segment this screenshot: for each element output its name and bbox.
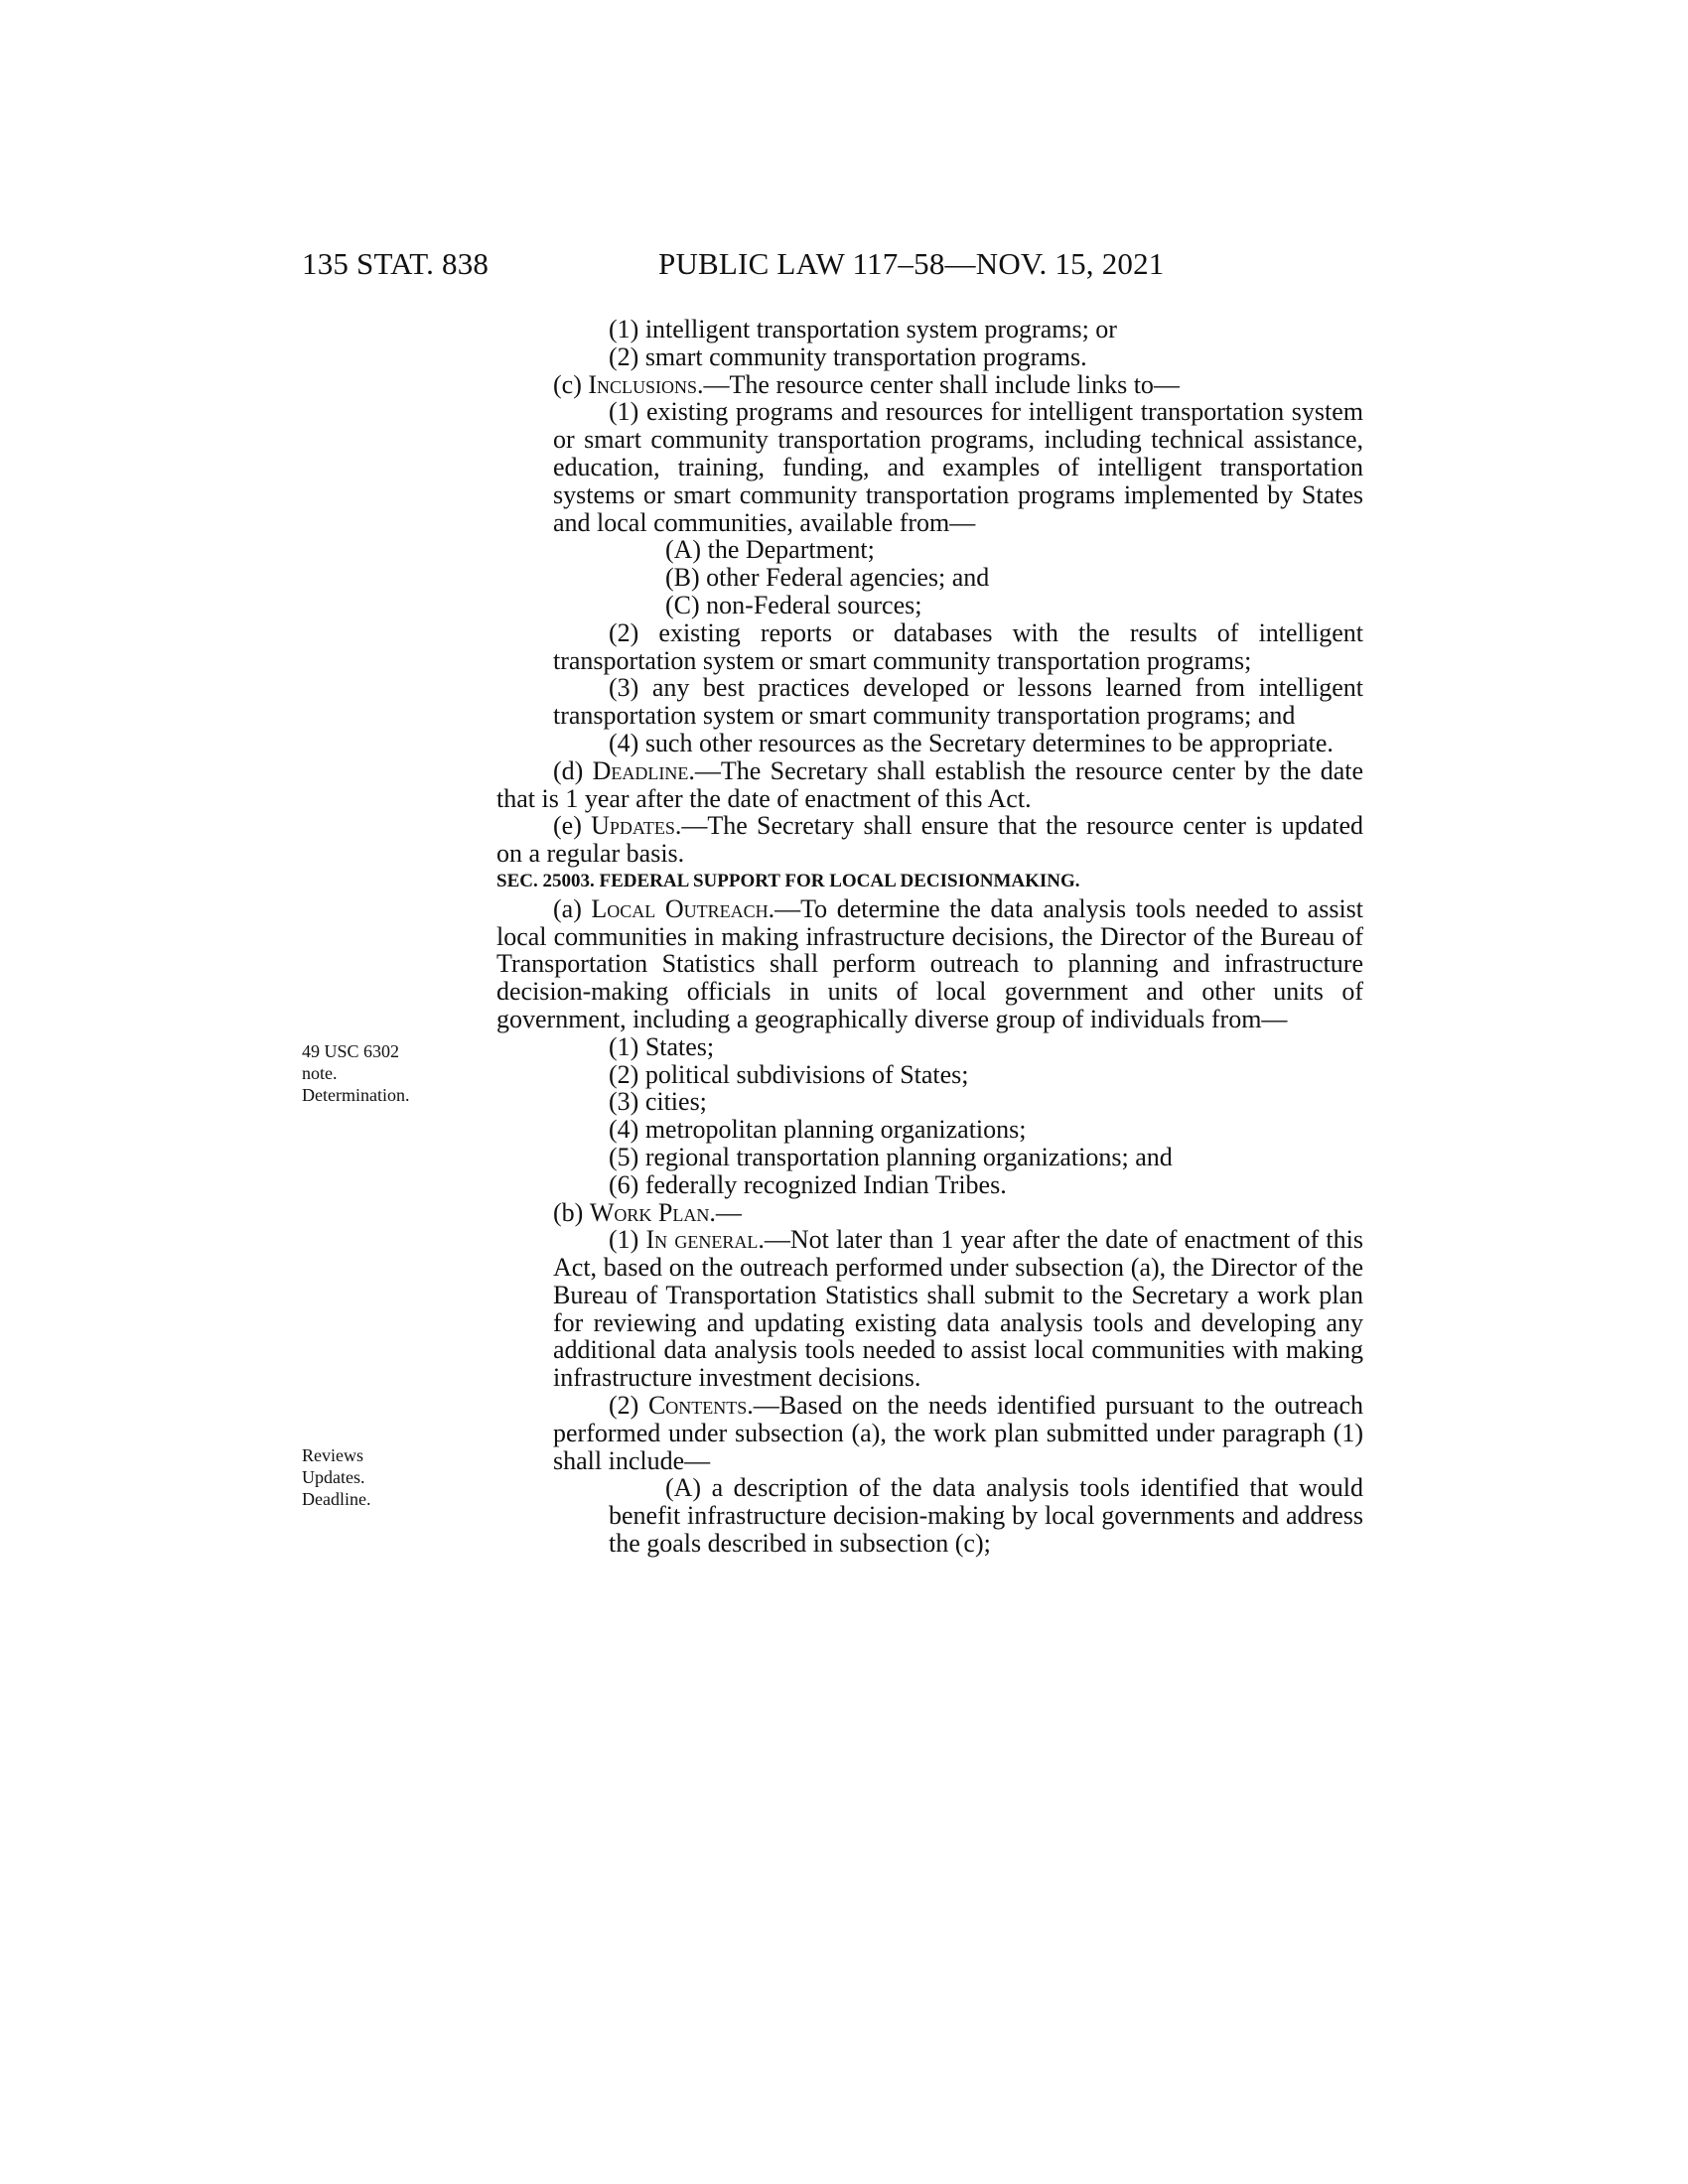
- margin-note-usc: [302, 1040, 409, 1106]
- subsection-text: .—The resource center shall include links to—: [697, 369, 1180, 399]
- paragraph: (1) intelligent transportation system programs; or: [609, 315, 1117, 343]
- page-stat-citation: 135 STAT. 838: [302, 246, 490, 281]
- paragraph-text: .—Not later than 1 year after the date of enactment of this Act, based on the outreach performed under subsection (a), the Director of the Bureau of Transportation Statistics shall submit to the Secretary a work plan for reviewing and updating existing data analysis tools and developing any additional data analysis tools needed to assist local communities with making infrastructure investment decisions.: [553, 1225, 1363, 1393]
- paragraph: (2) existing reports or databases with the results of intelligent transportation system or smart community transportation programs;: [553, 617, 1363, 675]
- section-heading: SEC. 25003. FEDERAL SUPPORT FOR LOCAL DECISIONMAKING.: [496, 870, 1080, 891]
- margin-note-line: Updates.: [302, 1467, 365, 1487]
- statute-text-column: [496, 316, 1363, 1558]
- subparagraph: (A) a description of the data analysis tools identified that would benefit infrastructure decision-making by local governments and address the goals described in subsection (c);: [609, 1473, 1363, 1559]
- paragraph: (4) metropolitan planning organizations;: [609, 1115, 1027, 1145]
- subsection-heading: Updates: [591, 811, 675, 841]
- subparagraph: (B) other Federal agencies; and: [665, 563, 990, 593]
- paragraph-1: (1) In general.—Not later than 1 year after the date of enactment of this Act, based on the outreach performed under subsection (a), the Director of the Bureau of Transportation Statistics shall submit to the Secretary a work plan for reviewing and updating existing data analysis tools and developing any additional data analysis tools needed to assist local communities with making infrastructure investment decisions.: [553, 1225, 1363, 1393]
- margin-note-line: Deadline.: [302, 1489, 371, 1509]
- subsection-heading: Deadline: [592, 755, 689, 785]
- paragraph-2: (2) Contents.—Based on the needs identified pursuant to the outreach performed under subsection (a), the work plan submitted under paragraph (1) shall include—: [553, 1391, 1363, 1475]
- subsection-c: (c) Inclusions.—The resource center shall include links to—: [553, 369, 1180, 399]
- paragraph: (2) smart community transportation programs.: [609, 341, 1087, 371]
- margin-note-line: note.: [302, 1063, 338, 1083]
- subsection-a: (a) Local Outreach.—To determine the data analysis tools needed to assist local communities in making infrastructure decisions, the Director of the Bureau of Transportation Statistics shall perform outreach to planning and infrastructure decision-making officials in units of local government and other units of government, including a geographically diverse group of individuals from—: [496, 893, 1364, 1033]
- subsection-heading: Work Plan: [589, 1197, 710, 1227]
- paragraph: (6) federally recognized Indian Tribes.: [609, 1169, 1007, 1199]
- paragraph: (2) political subdivisions of States;: [609, 1059, 969, 1089]
- subparagraph: (C) non-Federal sources;: [665, 590, 922, 619]
- subsection-heading: Inclusions: [588, 369, 698, 399]
- running-header: PUBLIC LAW 117–58—NOV. 15, 2021: [658, 246, 1165, 281]
- subsection-text: .—: [709, 1197, 742, 1227]
- paragraph-text: .—Based on the needs identified pursuant to the outreach performed under subsection (a), the work plan submitted under paragraph (1) shall include—: [553, 1391, 1363, 1475]
- subsection-d: (d) Deadline.—The Secretary shall establish the resource center by the date that is 1 year after the date of enactment of this Act.: [496, 755, 1363, 813]
- paragraph-heading: In general: [645, 1225, 759, 1255]
- paragraph: (1) existing programs and resources for intelligent transportation system or smart community transportation programs, including technical assistance, education, training, funding, and examples of intelligent transportation systems or smart community transportation programs implemented by States and local communities, available from—: [553, 397, 1363, 537]
- paragraph-heading: Contents: [647, 1391, 748, 1421]
- subsection-b: (b) Work Plan.—: [553, 1197, 742, 1227]
- subsection-text: .—The Secretary shall establish the resource center by the date that is 1 year after the date of enactment of this Act.: [496, 755, 1363, 813]
- subsection-text: .—To determine the data analysis tools needed to assist local communities in making infrastructure decisions, the Director of the Bureau of Transportation Statistics shall perform outreach to planning and infrastructure decision-making officials in units of local government and other units of government, including a geographically diverse group of individuals from—: [496, 893, 1364, 1033]
- margin-note-line: 49 USC 6302: [302, 1041, 400, 1061]
- subsection-heading: Local Outreach: [591, 893, 769, 923]
- margin-note-line: Determination.: [302, 1085, 410, 1105]
- subsection-e: (e) Updates.—The Secretary shall ensure that the resource center is updated on a regular basis.: [496, 811, 1363, 869]
- subparagraph: (A) the Department;: [665, 535, 875, 565]
- paragraph: (4) such other resources as the Secretary determines to be appropriate.: [609, 728, 1334, 757]
- paragraph: (3) cities;: [609, 1087, 707, 1117]
- paragraph: (1) States;: [609, 1031, 715, 1061]
- paragraph: (3) any best practices developed or lessons learned from intelligent transportation system or smart community transportation programs; and: [553, 673, 1363, 731]
- margin-note-reviews: [302, 1444, 370, 1510]
- paragraph: (5) regional transportation planning organizations; and: [609, 1142, 1173, 1171]
- margin-note-line: Reviews: [302, 1445, 363, 1465]
- subsection-text: .—The Secretary shall ensure that the resource center is updated on a regular basis.: [496, 811, 1363, 869]
